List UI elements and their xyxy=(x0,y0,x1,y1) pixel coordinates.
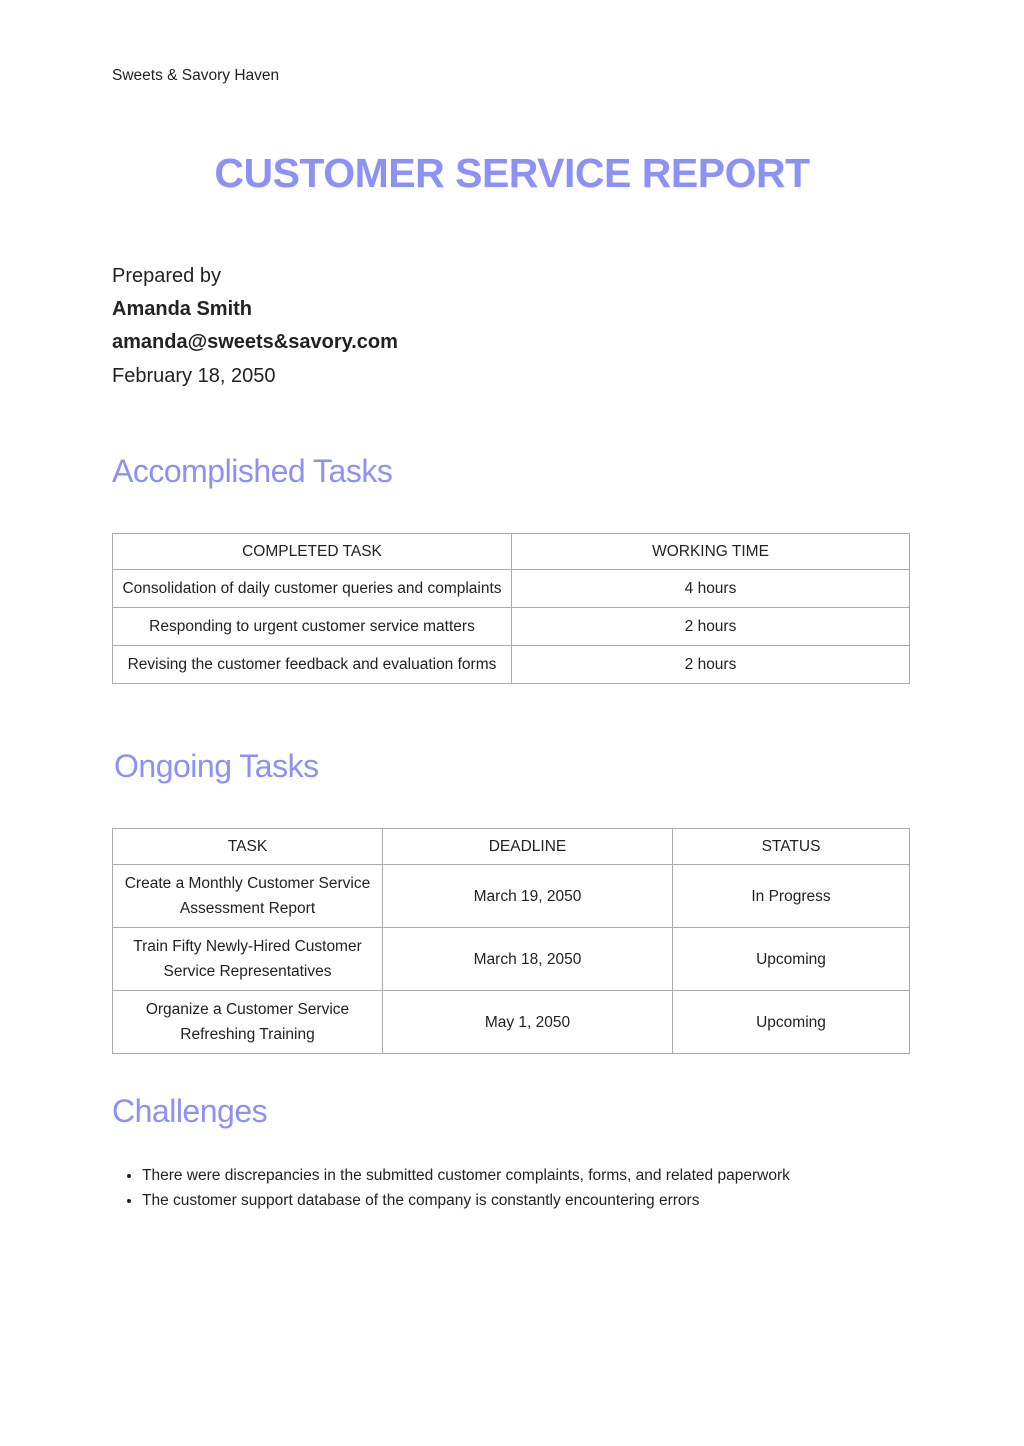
ongoing-table xyxy=(112,828,910,1054)
prepared-by-label: Prepared by xyxy=(112,265,221,287)
time-cell: 4 hours xyxy=(512,570,910,608)
report-title: CUSTOMER SERVICE REPORT xyxy=(214,150,810,196)
challenges-heading: Challenges xyxy=(112,1093,268,1129)
task-cell: Create a Monthly Customer Service Assessment Report xyxy=(113,865,383,928)
task-cell: Revising the customer feedback and evaluation forms xyxy=(113,646,512,684)
time-cell: 2 hours xyxy=(512,646,910,684)
table-row xyxy=(113,865,910,928)
report-date: February 18, 2050 xyxy=(112,365,276,387)
status-cell: Upcoming xyxy=(673,928,910,991)
list-item: • There were discrepancies in the submitted customer complaints, forms, and related paperwork xyxy=(142,1163,790,1188)
deadline-cell: March 18, 2050 xyxy=(383,928,673,991)
company-name: Sweets & Savory Haven xyxy=(112,67,280,84)
accomplished-heading: Accomplished Tasks xyxy=(112,453,393,489)
deadline-cell: March 19, 2050 xyxy=(383,865,673,928)
table-row xyxy=(113,608,910,646)
status-cell: In Progress xyxy=(673,865,910,928)
column-header: STATUS xyxy=(673,829,910,865)
task-cell: Responding to urgent customer service matters xyxy=(113,608,512,646)
accomplished-table xyxy=(112,533,910,684)
time-cell: 2 hours xyxy=(512,608,910,646)
list-item: • The customer support database of the company is constantly encountering errors xyxy=(142,1188,790,1213)
task-cell: Train Fifty Newly-Hired Customer Service Representatives xyxy=(113,928,383,991)
column-header: TASK xyxy=(113,829,383,865)
deadline-cell: May 1, 2050 xyxy=(383,991,673,1054)
preparer-name: Amanda Smith xyxy=(112,298,253,320)
task-cell: Consolidation of daily customer queries and complaints xyxy=(113,570,512,608)
column-header: WORKING TIME xyxy=(512,534,910,570)
ongoing-heading: Ongoing Tasks xyxy=(114,748,319,784)
challenges-list xyxy=(112,1163,790,1213)
preparer-email: amanda@sweets&savory.com xyxy=(112,331,398,353)
table-row xyxy=(113,646,910,684)
column-header: DEADLINE xyxy=(383,829,673,865)
status-cell: Upcoming xyxy=(673,991,910,1054)
table-row xyxy=(113,928,910,991)
task-cell: Organize a Customer Service Refreshing Training xyxy=(113,991,383,1054)
table-row xyxy=(113,991,910,1054)
column-header: COMPLETED TASK xyxy=(113,534,512,570)
table-row xyxy=(113,570,910,608)
